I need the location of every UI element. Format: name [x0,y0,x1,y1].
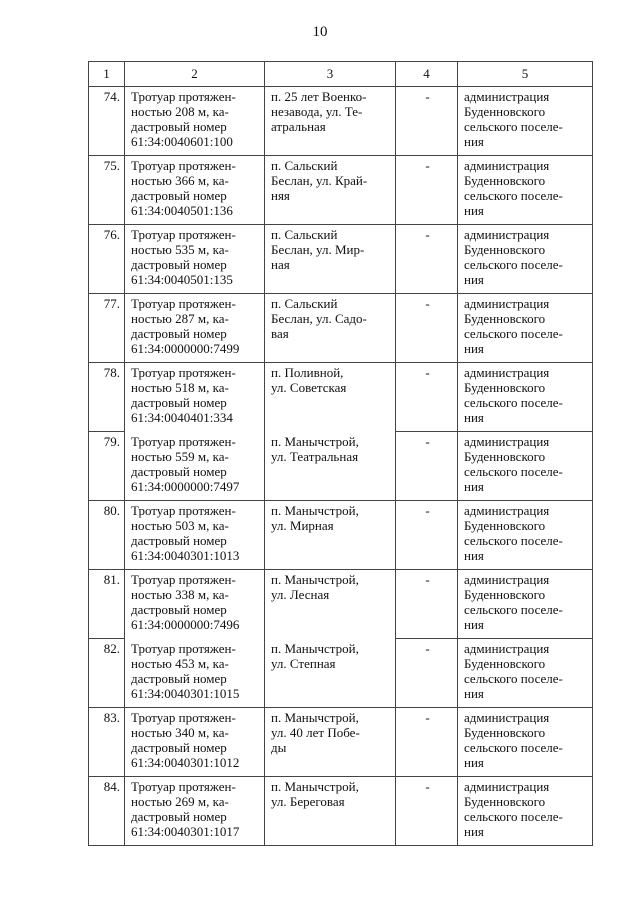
column-4-value [396,87,458,156]
row-number [89,363,125,432]
column-4-value [396,501,458,570]
object-location-text: п. Сальский Беслан, ул. Мир- ная [271,227,365,272]
row-number-text: 79. [103,434,120,449]
object-location-text: п. Сальский Беслан, ул. Садо- вая [271,296,367,341]
row-number [89,432,125,501]
row-number-text: 76. [103,227,120,242]
column-4-value-text: - [425,365,430,380]
object-location-text: п. Поливной, ул. Советская [271,365,347,395]
column-4-value [396,363,458,432]
object-location [265,87,396,156]
column-4-value [396,156,458,225]
object-description [125,777,265,846]
object-location [265,639,396,708]
object-description-text: Тротуар протяжен- ностью 287 м, ка- дастровый номер 61:34:0000000:7499 [131,296,240,356]
object-location [265,777,396,846]
object-owner [458,225,593,294]
object-description-text: Тротуар протяжен- ностью 503 м, ка- дастровый номер 61:34:0040301:1013 [131,503,240,563]
object-owner-text: администрация Буденновского сельского поселе- ния [464,89,563,149]
object-owner [458,708,593,777]
object-description-text: Тротуар протяжен- ностью 208 м, ка- дастровый номер 61:34:0040601:100 [131,89,236,149]
row-number-text: 77. [103,296,120,311]
column-4-value-text: - [425,641,430,656]
object-owner [458,570,593,639]
object-location-text: п. Манычстрой, ул. Театральная [271,433,359,464]
object-location-text: п. Манычстрой, ул. Лесная [271,572,359,602]
column-4-value-text: - [425,434,430,449]
object-description [125,363,265,432]
object-owner [458,363,593,432]
object-location-text: п. 25 лет Военко- незавода, ул. Те- атральная [271,89,367,134]
row-number [89,225,125,294]
row-number-text: 81. [103,572,120,587]
column-4-value [396,432,458,501]
row-number-text: 83. [103,710,120,725]
object-location [265,708,396,777]
object-location [265,156,396,225]
row-number [89,570,125,639]
object-location-text: п. Манычстрой, ул. Береговая [271,779,359,809]
row-number-text: 78. [103,365,120,380]
header-col-2: 2 [125,62,265,87]
column-4-value-text: - [425,572,430,587]
row-number [89,156,125,225]
object-description-text: Тротуар протяжен- ностью 559 м, ка- дастровый номер 61:34:0000000:7497 [131,433,240,494]
object-description-text: Тротуар протяжен- ностью 269 м, ка- дастровый номер 61:34:0040301:1017 [131,779,240,839]
object-owner-text: администрация Буденновского сельского поселе- ния [464,641,563,701]
object-location [265,294,396,363]
object-owner [458,87,593,156]
object-location [265,225,396,294]
object-owner [458,294,593,363]
table-row [89,294,593,363]
object-description [125,294,265,363]
object-location-text: п. Манычстрой, ул. Мирная [271,503,359,533]
object-owner-text: администрация Буденновского сельского поселе- ния [464,158,563,218]
column-4-value-text: - [425,89,430,104]
row-number-text: 74. [103,89,120,104]
table-row [89,87,593,156]
object-owner-text: администрация Буденновского сельского поселе- ния [464,296,563,356]
table-row [89,708,593,777]
object-description-text: Тротуар протяжен- ностью 366 м, ка- дастровый номер 61:34:0040501:136 [131,158,236,218]
header-col-5: 5 [458,62,593,87]
object-location [265,570,396,639]
object-owner [458,501,593,570]
row-number [89,294,125,363]
object-description [125,501,265,570]
object-description-text: Тротуар протяжен- ностью 535 м, ка- дастровый номер 61:34:0040501:135 [131,227,236,287]
column-4-value [396,708,458,777]
object-description-text: Тротуар протяжен- ностью 340 м, ка- дастровый номер 61:34:0040301:1012 [131,710,240,770]
object-description [125,156,265,225]
registry-table [88,61,593,846]
column-4-value-text: - [425,227,430,242]
object-description [125,639,265,708]
object-owner-text: администрация Буденновского сельского поселе- ния [464,710,563,770]
object-owner [458,639,593,708]
row-number-text: 84. [103,779,120,794]
table-row [89,777,593,846]
object-description [125,570,265,639]
table-row [89,432,593,501]
row-number [89,639,125,708]
object-location-text: п. Сальский Беслан, ул. Край- няя [271,158,368,203]
object-location-text: п. Манычстрой, ул. 40 лет Побе- ды [271,710,360,755]
object-owner-text: администрация Буденновского сельского поселе- ния [464,227,563,287]
column-4-value [396,225,458,294]
column-4-value [396,639,458,708]
object-location-text: п. Манычстрой, ул. Степная [271,640,359,671]
object-description [125,225,265,294]
header-col-1: 1 [89,62,125,87]
object-owner-text: администрация Буденновского сельского поселе- ния [464,503,563,563]
row-number [89,777,125,846]
object-location [265,363,396,432]
object-owner-text: администрация Буденновского сельского поселе- ния [464,779,563,839]
object-description-text: Тротуар протяжен- ностью 338 м, ка- дастровый номер 61:34:0000000:7496 [131,572,240,632]
table-row [89,501,593,570]
column-4-value-text: - [425,779,430,794]
page-number: 10 [312,24,328,40]
object-description [125,708,265,777]
object-owner-text: администрация Буденновского сельского поселе- ния [464,572,563,632]
object-owner [458,156,593,225]
row-number-text: 75. [103,158,120,173]
table-row [89,156,593,225]
object-description [125,432,265,501]
object-owner-text: администрация Буденновского сельского поселе- ния [464,434,563,494]
row-number-text: 82. [103,641,120,656]
table-row [89,570,593,639]
object-location [265,432,396,501]
row-number [89,501,125,570]
column-4-value-text: - [425,158,430,173]
table-header-row [89,62,593,87]
object-description [125,87,265,156]
object-location [265,501,396,570]
column-4-value [396,570,458,639]
column-4-value [396,777,458,846]
row-number-text: 80. [103,503,120,518]
header-col-3: 3 [265,62,396,87]
column-4-value-text: - [425,503,430,518]
object-owner [458,777,593,846]
column-4-value [396,294,458,363]
header-col-4: 4 [396,62,458,87]
object-description-text: Тротуар протяжен- ностью 453 м, ка- дастровый номер 61:34:0040301:1015 [131,640,240,701]
object-description-text: Тротуар протяжен- ностью 518 м, ка- дастровый номер 61:34:0040401:334 [131,365,236,425]
table-row [89,639,593,708]
row-number [89,87,125,156]
table-row [89,225,593,294]
object-owner-text: администрация Буденновского сельского поселе- ния [464,365,563,425]
column-4-value-text: - [425,710,430,725]
table-row [89,363,593,432]
row-number [89,708,125,777]
column-4-value-text: - [425,296,430,311]
object-owner [458,432,593,501]
